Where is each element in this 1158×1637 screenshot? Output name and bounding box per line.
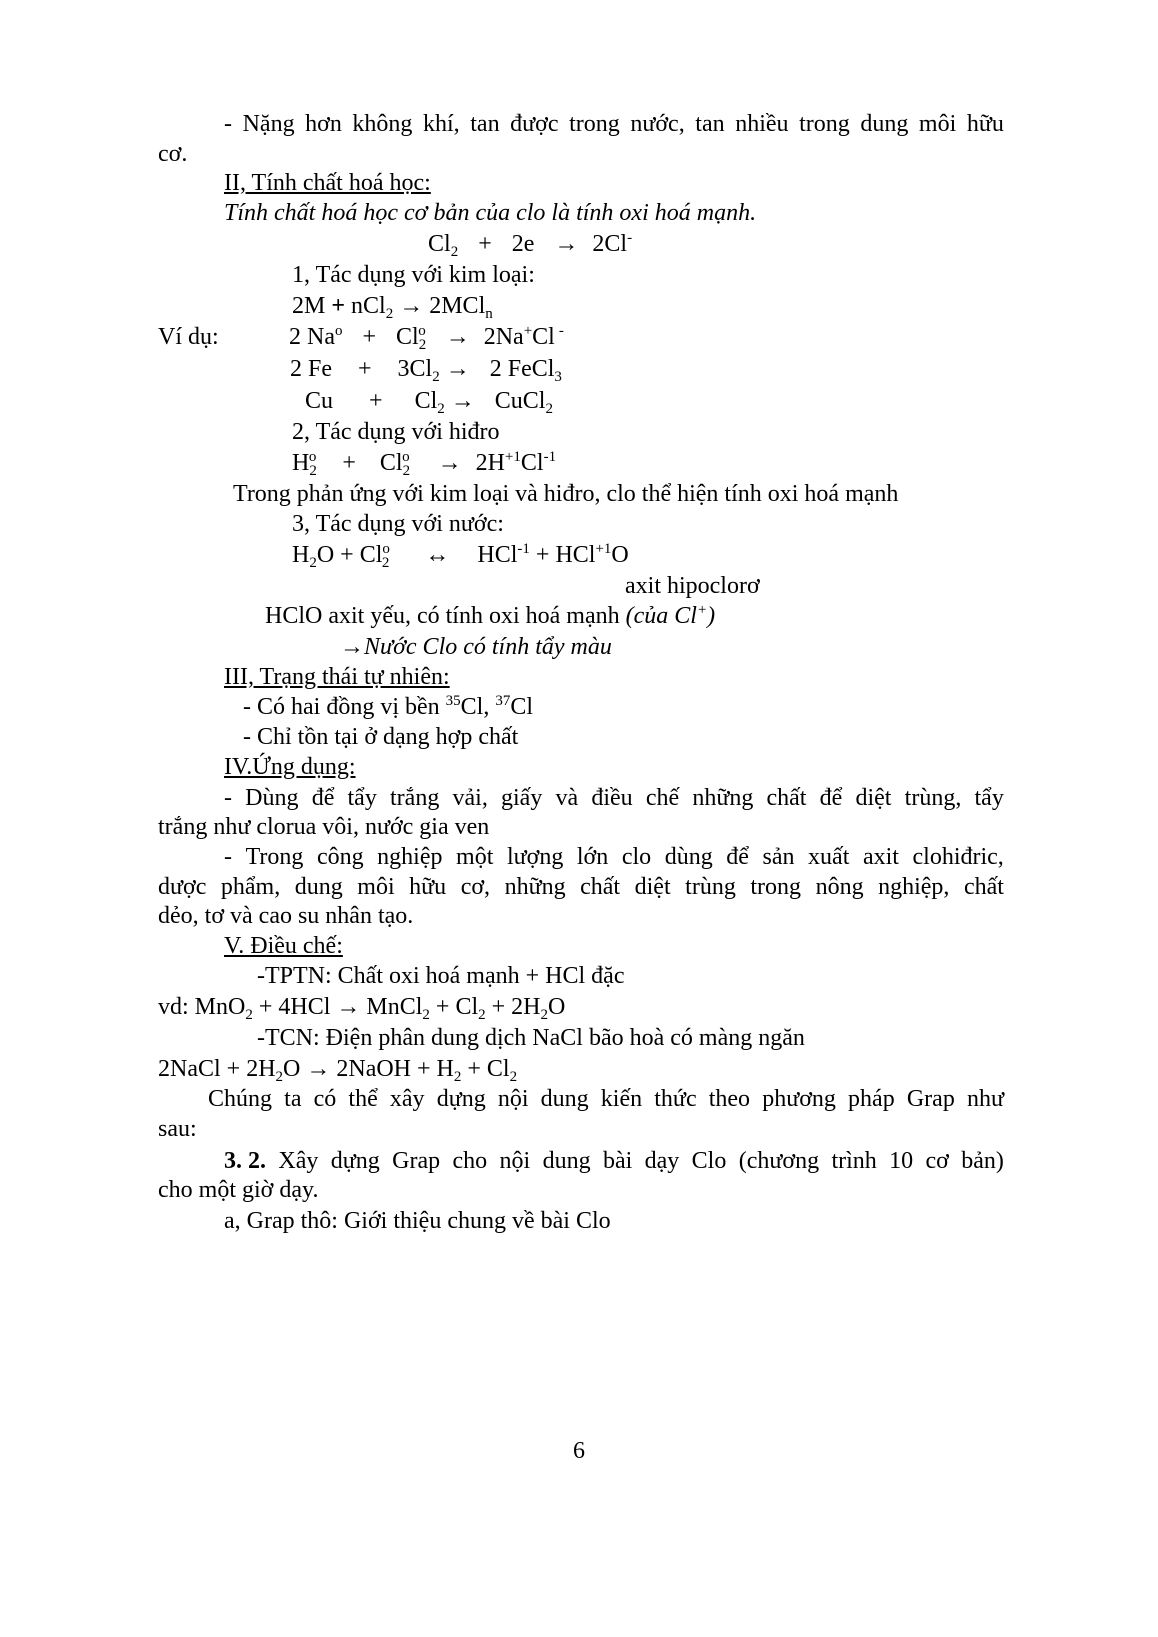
word: clo	[621, 844, 652, 870]
bleach-conclusion: →Nước Clo có tính tẩy màu	[340, 634, 612, 660]
section-2-intro: Tính chất hoá học cơ bản của clo là tính oxi hoá mạnh.	[224, 200, 757, 226]
lab-equation: vd: MnO$_2$ + 4HCl → MnCl$_2$ + $Cl_2 + 2H_2O$	[158, 994, 566, 1023]
usage-1-line-2: trắng như clorua vôi, nước gia ven	[158, 814, 490, 840]
word: những	[504, 874, 566, 900]
word: chất	[766, 785, 807, 811]
physical-line-2: cơ.	[158, 141, 188, 167]
sub-3-title: 3, Tác dụng với nước:	[292, 511, 504, 537]
word: trắng	[390, 785, 440, 811]
word: như	[966, 1086, 1004, 1112]
word: không	[352, 111, 413, 137]
word: nước,	[630, 111, 685, 137]
section-2-heading: II, Tính chất hoá học:	[224, 170, 431, 196]
word: ta	[284, 1086, 302, 1112]
word: nội	[497, 1086, 529, 1112]
outro-line-1	[208, 1087, 1004, 1111]
usage-1-line-1	[224, 786, 1004, 810]
hclo-description: HClO axit yếu, có tính oxi hoá mạnh (của Cl+)	[265, 602, 716, 629]
word: (chương	[738, 1148, 820, 1174]
word: diệt	[855, 785, 892, 811]
word: diệt	[634, 874, 671, 900]
word: tan	[470, 111, 500, 137]
word: giấy	[501, 785, 543, 811]
equation-cl2-reduction: $Cl_2 + 2e \to 2Cl^-$	[428, 230, 633, 260]
word: axit	[862, 844, 899, 870]
section-4-heading: IV.Ứng dụng:	[224, 754, 356, 780]
word: chất	[963, 874, 1004, 900]
word: nghiệp,	[878, 874, 950, 900]
equation-copper: $Cu + Cl_2$ → CuCl$_2$	[305, 388, 553, 417]
word: vải,	[452, 785, 488, 811]
word: pháp	[848, 1086, 895, 1112]
word: nhiều	[735, 111, 789, 137]
word: được	[510, 111, 559, 137]
word: thức	[654, 1086, 697, 1112]
equation-water: $H_2O + Cl^o_2$ ↔ HCl$^{-1}$ + HCl$^{+1}$O	[292, 541, 629, 571]
word: phẩm,	[220, 874, 281, 900]
section-number: 3. 2.	[224, 1148, 266, 1174]
word: tẩy	[974, 785, 1004, 811]
word: cơ,	[460, 874, 491, 900]
word: bản)	[961, 1148, 1004, 1174]
word: môi	[357, 874, 395, 900]
word: -	[224, 111, 232, 137]
equation-hydrogen: $H_2^o + Cl_2^o \to 2H^{+1}Cl^{-1}$	[292, 449, 557, 479]
usage-2-line-1	[224, 845, 1004, 869]
word: dung	[542, 1148, 591, 1174]
word: và	[555, 785, 579, 811]
word: dược	[158, 874, 207, 900]
word: hữu	[409, 874, 447, 900]
equation-iron: 2 $Fe + 3Cl_2 \to 2$ FeCl$_3$	[290, 356, 562, 385]
word: 10	[889, 1148, 914, 1174]
word: cơ	[925, 1148, 949, 1174]
word: Grap	[392, 1148, 441, 1174]
industrial-method: -TCN: Điện phân dung dịch NaCl bão hoà có màng ngăn	[257, 1025, 805, 1051]
word: những	[692, 785, 754, 811]
sub-1-title: 1, Tác dụng với kim loại:	[292, 262, 535, 288]
word: cho	[452, 1148, 488, 1174]
word: Grap	[906, 1086, 955, 1112]
page-number: 6	[573, 1438, 585, 1464]
word: có	[313, 1086, 337, 1112]
word: -	[224, 785, 232, 811]
word: Chúng	[208, 1086, 273, 1112]
word: chất	[580, 874, 621, 900]
example-label: Ví dụ:	[158, 324, 219, 350]
word: trong	[750, 874, 802, 900]
isotopes-item: - Có hai đồng vị bền $^{35}$Cl, $^{37}$Cl	[243, 693, 534, 720]
section-5-heading: V. Điều chế:	[224, 933, 343, 959]
word: dung	[294, 874, 343, 900]
section-3-2-line-1	[224, 1149, 1004, 1173]
word: dạy	[644, 1148, 680, 1174]
word: thể	[348, 1086, 378, 1112]
word: lượng	[506, 844, 564, 870]
word: để	[311, 785, 335, 811]
section-3-heading: III, Trạng thái tự nhiên:	[224, 664, 450, 690]
lab-method: -TPTN: Chất oxi hoá mạnh + HCl đặc	[257, 963, 625, 989]
section-3-2-line-2: cho một giờ dạy.	[158, 1177, 319, 1203]
word: xuất	[808, 844, 850, 870]
word: dựng	[436, 1086, 486, 1112]
word: khí,	[423, 111, 460, 137]
word: Trong	[245, 844, 304, 870]
word: phương	[762, 1086, 836, 1112]
item-a: a, Grap thô: Giới thiệu chung về bài Clo	[224, 1208, 611, 1234]
word: một	[456, 844, 494, 870]
word: trong	[799, 111, 850, 137]
word: -	[224, 844, 232, 870]
word: dùng	[664, 844, 713, 870]
word: để	[726, 844, 749, 870]
acid-name: axit hipoclorơ	[625, 573, 760, 599]
physical-line-1	[224, 112, 1004, 136]
word: hơn	[305, 111, 342, 137]
word: tẩy	[347, 785, 377, 811]
word: dung	[540, 1086, 589, 1112]
word: tan	[695, 111, 725, 137]
word: Nặng	[242, 111, 295, 137]
word: sản	[762, 844, 795, 870]
word: Dùng	[245, 785, 299, 811]
word: clohiđric,	[912, 844, 1004, 870]
word: nghiệp	[377, 844, 443, 870]
word: chế	[645, 785, 680, 811]
word: trình	[831, 1148, 877, 1174]
word: hữu	[966, 111, 1004, 137]
word: theo	[708, 1086, 751, 1112]
word: kiến	[600, 1086, 643, 1112]
word: bài	[602, 1148, 633, 1174]
sub-2-title: 2, Tác dụng với hiđro	[292, 419, 500, 445]
equation-metal-general: 2M + nCl$_2$ → 2MCl$_n$	[292, 293, 493, 322]
outro-line-2: sau:	[158, 1116, 197, 1142]
equation-sodium: 2 $Na^o + Cl_2^o \to 2Na^+Cl$ -	[289, 323, 564, 353]
usage-2-line-3: dẻo, tơ và cao su nhân tạo.	[158, 903, 414, 929]
word: công	[316, 844, 364, 870]
word: dựng	[330, 1148, 380, 1174]
word: để	[819, 785, 843, 811]
word: trùng,	[904, 785, 962, 811]
hydrogen-note: Trong phản ứng với kim loại và hiđro, clo thể hiện tính oxi hoá mạnh	[233, 481, 899, 507]
compound-item: - Chỉ tồn tại ở dạng hợp chất	[243, 724, 519, 750]
word: xây	[389, 1086, 425, 1112]
word: Xây	[278, 1148, 319, 1174]
word: nội	[499, 1148, 531, 1174]
word: nông	[815, 874, 864, 900]
word: trong	[569, 111, 620, 137]
usage-2-line-2	[158, 875, 1004, 899]
word: môi	[918, 111, 957, 137]
word: trùng	[685, 874, 736, 900]
word: Clo	[691, 1148, 727, 1174]
word: điều	[591, 785, 633, 811]
industrial-equation: 2NaCl + $2H_2O$ → 2NaOH + $H_2 + Cl_2$	[158, 1056, 518, 1085]
word: lớn	[576, 844, 609, 870]
word: dung	[860, 111, 909, 137]
